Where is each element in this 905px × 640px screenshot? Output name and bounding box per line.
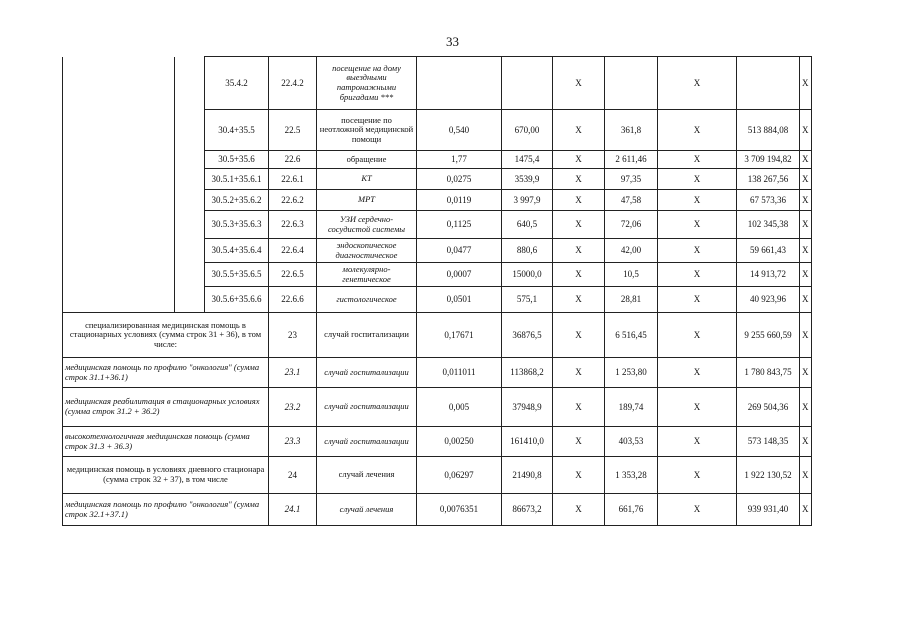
row-label: специализированная медицинская помощь в стационарных условиях (сумма строк 31 + 36), в том числе:	[63, 313, 269, 358]
value-cell: 2 611,46	[605, 151, 658, 169]
blank-cell	[175, 151, 205, 169]
table-row	[63, 494, 812, 526]
table-row	[63, 239, 812, 263]
x-cell: Х	[553, 494, 605, 526]
unit-cell: случай лечения	[317, 494, 417, 526]
value-cell: 0,00250	[417, 427, 502, 457]
x-cell: Х	[658, 151, 737, 169]
unit-cell: случай лечения	[317, 457, 417, 494]
value-cell: 3 997,9	[502, 190, 553, 211]
x-cell: Х	[800, 457, 812, 494]
row-code: 30.5.2+35.6.2	[205, 190, 269, 211]
unit-cell: случай госпитализации	[317, 427, 417, 457]
x-cell: Х	[658, 358, 737, 388]
row-number: 22.6.3	[269, 211, 317, 239]
value-cell: 3 709 194,82	[737, 151, 800, 169]
value-cell: 37948,9	[502, 388, 553, 427]
value-cell: 3539,9	[502, 169, 553, 190]
blank-cell	[175, 110, 205, 151]
value-cell: 0,06297	[417, 457, 502, 494]
unit-cell: обращение	[317, 151, 417, 169]
blank-cell	[63, 287, 175, 313]
blank-cell	[63, 211, 175, 239]
x-cell: Х	[658, 457, 737, 494]
table-row	[63, 57, 812, 110]
value-cell: 6 516,45	[605, 313, 658, 358]
row-code: 30.5.6+35.6.6	[205, 287, 269, 313]
x-cell: Х	[800, 358, 812, 388]
blank-cell	[175, 263, 205, 287]
x-cell: Х	[553, 457, 605, 494]
unit-cell: молекулярно-генетическое	[317, 263, 417, 287]
value-cell: 0,0007	[417, 263, 502, 287]
row-number: 23	[269, 313, 317, 358]
x-cell: Х	[658, 110, 737, 151]
x-cell: Х	[800, 313, 812, 358]
x-cell: Х	[658, 239, 737, 263]
row-label: медицинская реабилитация в стационарных условиях (сумма строк 31.2 + 36.2)	[63, 388, 269, 427]
unit-cell: УЗИ сердечно-сосудистой системы	[317, 211, 417, 239]
value-cell: 0,1125	[417, 211, 502, 239]
value-cell: 97,35	[605, 169, 658, 190]
value-cell: 640,5	[502, 211, 553, 239]
value-cell: 40 923,96	[737, 287, 800, 313]
x-cell: Х	[800, 427, 812, 457]
row-code: 30.5.1+35.6.1	[205, 169, 269, 190]
x-cell: Х	[800, 287, 812, 313]
blank-cell	[175, 239, 205, 263]
table-row	[63, 358, 812, 388]
value-cell: 21490,8	[502, 457, 553, 494]
value-cell: 15000,0	[502, 263, 553, 287]
x-cell: Х	[553, 358, 605, 388]
value-cell: 0,0076351	[417, 494, 502, 526]
row-number: 22.6.5	[269, 263, 317, 287]
x-cell: Х	[658, 427, 737, 457]
unit-cell: посещение на дому выездными патронажными бригадами ***	[317, 57, 417, 110]
value-cell: 59 661,43	[737, 239, 800, 263]
x-cell: Х	[658, 57, 737, 110]
value-cell: 14 913,72	[737, 263, 800, 287]
x-cell: Х	[553, 239, 605, 263]
value-cell: 72,06	[605, 211, 658, 239]
value-cell: 47,58	[605, 190, 658, 211]
x-cell: Х	[800, 211, 812, 239]
data-table	[62, 56, 812, 526]
row-code: 30.5+35.6	[205, 151, 269, 169]
row-number: 22.6	[269, 151, 317, 169]
value-cell	[417, 57, 502, 110]
value-cell: 161410,0	[502, 427, 553, 457]
value-cell: 189,74	[605, 388, 658, 427]
unit-cell: эндоскопическое диагностическое	[317, 239, 417, 263]
value-cell: 403,53	[605, 427, 658, 457]
blank-cell	[175, 57, 205, 110]
row-number: 22.5	[269, 110, 317, 151]
row-number: 22.6.2	[269, 190, 317, 211]
unit-cell: случай госпитализации	[317, 358, 417, 388]
unit-cell: случай госпитализации	[317, 388, 417, 427]
value-cell: 67 573,36	[737, 190, 800, 211]
unit-cell: МРТ	[317, 190, 417, 211]
value-cell: 10,5	[605, 263, 658, 287]
table-row	[63, 169, 812, 190]
row-code: 30.4+35.5	[205, 110, 269, 151]
row-number: 22.6.1	[269, 169, 317, 190]
value-cell: 361,8	[605, 110, 658, 151]
x-cell: Х	[553, 427, 605, 457]
x-cell: Х	[800, 151, 812, 169]
row-number: 23.1	[269, 358, 317, 388]
value-cell: 1 353,28	[605, 457, 658, 494]
row-code: 30.5.5+35.6.5	[205, 263, 269, 287]
value-cell: 0,005	[417, 388, 502, 427]
table-row	[63, 457, 812, 494]
value-cell: 28,81	[605, 287, 658, 313]
unit-cell: гистологическое	[317, 287, 417, 313]
x-cell: Х	[553, 151, 605, 169]
row-label: высокотехнологичная медицинская помощь (сумма строк 31.3 + 36.3)	[63, 427, 269, 457]
x-cell: Х	[658, 287, 737, 313]
row-number: 22.4.2	[269, 57, 317, 110]
x-cell: Х	[658, 190, 737, 211]
value-cell: 0,011011	[417, 358, 502, 388]
value-cell: 0,0275	[417, 169, 502, 190]
blank-cell	[63, 263, 175, 287]
blank-cell	[175, 211, 205, 239]
value-cell: 9 255 660,59	[737, 313, 800, 358]
x-cell: Х	[800, 388, 812, 427]
row-label: медицинская помощь по профилю "онкология" (сумма строк 31.1+36.1)	[63, 358, 269, 388]
blank-cell	[63, 190, 175, 211]
table-row	[63, 287, 812, 313]
unit-cell: случай госпитализации	[317, 313, 417, 358]
x-cell: Х	[800, 110, 812, 151]
x-cell: Х	[658, 211, 737, 239]
blank-cell	[175, 169, 205, 190]
x-cell: Х	[553, 169, 605, 190]
value-cell: 1475,4	[502, 151, 553, 169]
table-row	[63, 151, 812, 169]
row-number: 23.2	[269, 388, 317, 427]
table-row	[63, 211, 812, 239]
x-cell: Х	[800, 169, 812, 190]
x-cell: Х	[800, 263, 812, 287]
x-cell: Х	[553, 211, 605, 239]
value-cell: 0,17671	[417, 313, 502, 358]
x-cell: Х	[658, 388, 737, 427]
x-cell: Х	[658, 263, 737, 287]
x-cell: Х	[553, 313, 605, 358]
table-row	[63, 313, 812, 358]
unit-cell: посещение по неотложной медицинской помощи	[317, 110, 417, 151]
value-cell	[502, 57, 553, 110]
value-cell: 939 931,40	[737, 494, 800, 526]
x-cell: Х	[658, 169, 737, 190]
value-cell: 880,6	[502, 239, 553, 263]
value-cell: 513 884,08	[737, 110, 800, 151]
page-number: 33	[446, 34, 459, 49]
value-cell: 138 267,56	[737, 169, 800, 190]
x-cell: Х	[800, 190, 812, 211]
x-cell: Х	[553, 57, 605, 110]
blank-cell	[63, 169, 175, 190]
value-cell: 113868,2	[502, 358, 553, 388]
value-cell: 661,76	[605, 494, 658, 526]
table-row	[63, 427, 812, 457]
x-cell: Х	[553, 110, 605, 151]
unit-cell: КТ	[317, 169, 417, 190]
value-cell: 1 922 130,52	[737, 457, 800, 494]
row-number: 24.1	[269, 494, 317, 526]
table-row	[63, 110, 812, 151]
row-number: 22.6.6	[269, 287, 317, 313]
value-cell: 269 504,36	[737, 388, 800, 427]
value-cell	[605, 57, 658, 110]
value-cell: 0,0501	[417, 287, 502, 313]
blank-cell	[63, 151, 175, 169]
row-code: 30.5.4+35.6.4	[205, 239, 269, 263]
row-code: 35.4.2	[205, 57, 269, 110]
table-row	[63, 388, 812, 427]
value-cell: 573 148,35	[737, 427, 800, 457]
x-cell: Х	[553, 263, 605, 287]
value-cell: 670,00	[502, 110, 553, 151]
table-row	[63, 190, 812, 211]
blank-cell	[175, 287, 205, 313]
row-label: медицинская помощь в условиях дневного стационара (сумма строк 32 + 37), в том числе	[63, 457, 269, 494]
value-cell: 1 253,80	[605, 358, 658, 388]
row-label: медицинская помощь по профилю "онкология" (сумма строк 32.1+37.1)	[63, 494, 269, 526]
blank-cell	[63, 239, 175, 263]
x-cell: Х	[553, 287, 605, 313]
blank-cell	[175, 190, 205, 211]
x-cell: Х	[800, 494, 812, 526]
x-cell: Х	[553, 388, 605, 427]
value-cell: 0,540	[417, 110, 502, 151]
row-number: 23.3	[269, 427, 317, 457]
x-cell: Х	[658, 494, 737, 526]
value-cell: 0,0477	[417, 239, 502, 263]
x-cell: Х	[800, 239, 812, 263]
value-cell: 575,1	[502, 287, 553, 313]
value-cell: 102 345,38	[737, 211, 800, 239]
value-cell: 0,0119	[417, 190, 502, 211]
blank-cell	[63, 57, 175, 110]
row-code: 30.5.3+35.6.3	[205, 211, 269, 239]
row-number: 24	[269, 457, 317, 494]
value-cell: 42,00	[605, 239, 658, 263]
row-number: 22.6.4	[269, 239, 317, 263]
value-cell	[737, 57, 800, 110]
x-cell: Х	[553, 190, 605, 211]
x-cell: Х	[658, 313, 737, 358]
value-cell: 1,77	[417, 151, 502, 169]
blank-cell	[63, 110, 175, 151]
value-cell: 1 780 843,75	[737, 358, 800, 388]
value-cell: 36876,5	[502, 313, 553, 358]
x-cell: Х	[800, 57, 812, 110]
value-cell: 86673,2	[502, 494, 553, 526]
table-row	[63, 263, 812, 287]
